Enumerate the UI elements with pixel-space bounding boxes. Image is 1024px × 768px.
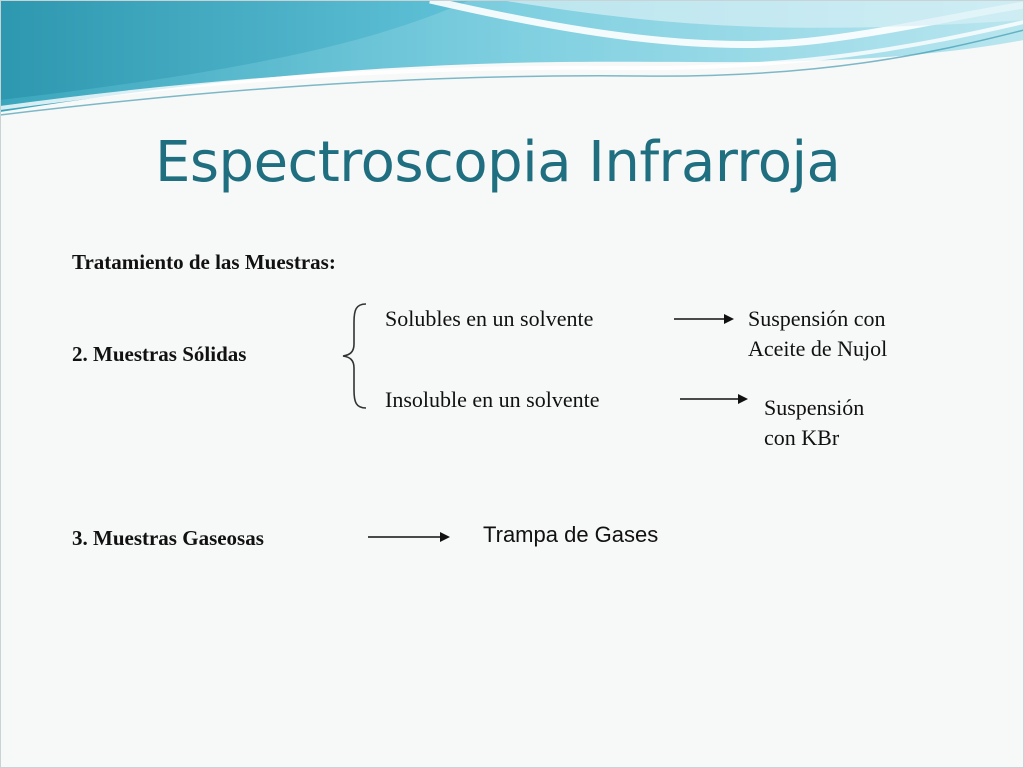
section-subtitle: Tratamiento de las Muestras: [72,250,336,274]
kbr-result-line2: con KBr [764,425,840,450]
gas-trap-result: Trampa de Gases [483,522,659,547]
soluble-branch-label: Solubles en un solvente [385,306,594,331]
decorative-wave-banner [0,0,1024,120]
arrow-right-icon [674,312,736,326]
arrow-right-icon [680,392,750,406]
curly-brace-icon [340,302,370,410]
arrow-right-icon [368,530,452,544]
nujol-result-line1: Suspensión con [748,306,886,331]
slide-title: Espectroscopia Infrarroja [155,130,841,195]
nujol-result-line2: Aceite de Nujol [748,336,888,361]
gas-samples-label: 3. Muestras Gaseosas [72,526,264,550]
solid-samples-label: 2. Muestras Sólidas [72,342,247,366]
insoluble-branch-label: Insoluble en un solvente [385,387,600,412]
kbr-result-line1: Suspensión [764,395,865,420]
